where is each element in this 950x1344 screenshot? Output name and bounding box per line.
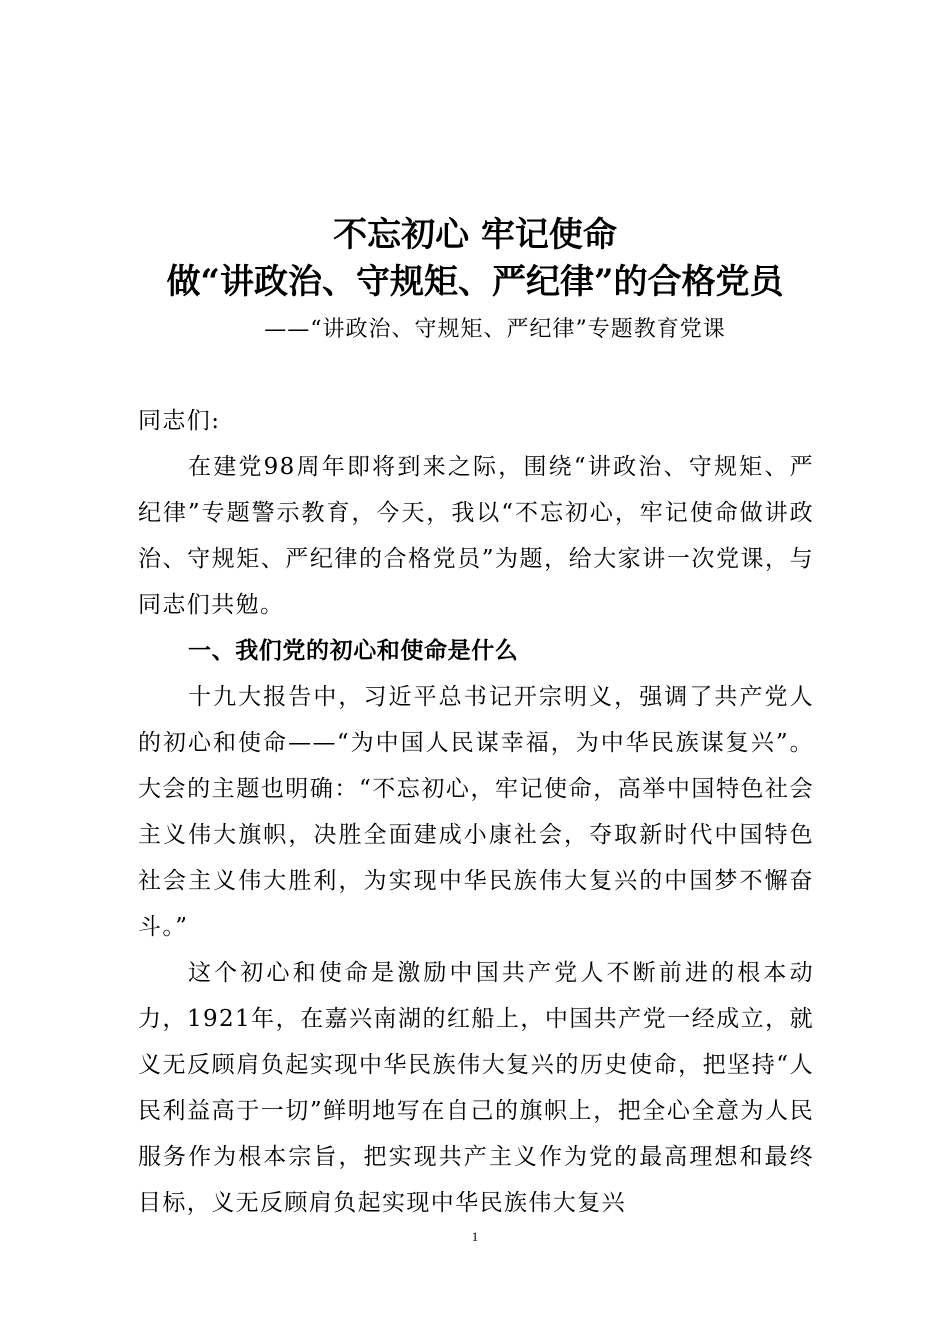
- document-title-line2: 做“讲政治、守规矩、严纪律”的合格党员: [166, 262, 784, 302]
- document-body: [138, 398, 814, 1226]
- greeting: 同志们:: [138, 408, 221, 434]
- paragraph-mission: 这个初心和使命是激励中国共产党人不断前进的根本动力，1921年，在嘉兴南湖的红船上，中国共产党一经成立，就义无反顾肩负起实现中华民族伟大复兴的历史使命，把坚持“人民利益高于一切”鲜明地写在自己的旗帜上，把全心全意为人民服务作为根本宗旨，把实现共产主义作为党的最高理想和最终目标，义无反顾肩负起实现中华民族伟大复兴: [138, 960, 814, 1216]
- paragraph-intro: 在建党98周年即将到来之际，围绕“讲政治、守规矩、严纪律”专题警示教育，今天，我以“不忘初心，牢记使命做讲政治、守规矩、严纪律的合格党员”为题，给大家讲一次党课，与同志们共勉。: [138, 454, 814, 618]
- document-title-line1: 不忘初心 牢记使命: [333, 215, 617, 255]
- section-heading-1: 一、我们党的初心和使命是什么: [188, 638, 519, 664]
- document-subtitle: ——“讲政治、守规矩、严纪律”专题教育党课: [264, 317, 726, 342]
- paragraph-report: 十九大报告中，习近平总书记开宗明义，强调了共产党人的初心和使命——“为中国人民谋幸福，为中华民族谋复兴”。大会的主题也明确：“不忘初心，牢记使命，高举中国特色社会主义伟大旗帜，决胜全面建成小康社会，夺取新时代中国特色社会主义伟大胜利，为实现中华民族伟大复兴的中国梦不懈奋斗。”: [138, 684, 814, 940]
- page-number: 1: [471, 1229, 479, 1244]
